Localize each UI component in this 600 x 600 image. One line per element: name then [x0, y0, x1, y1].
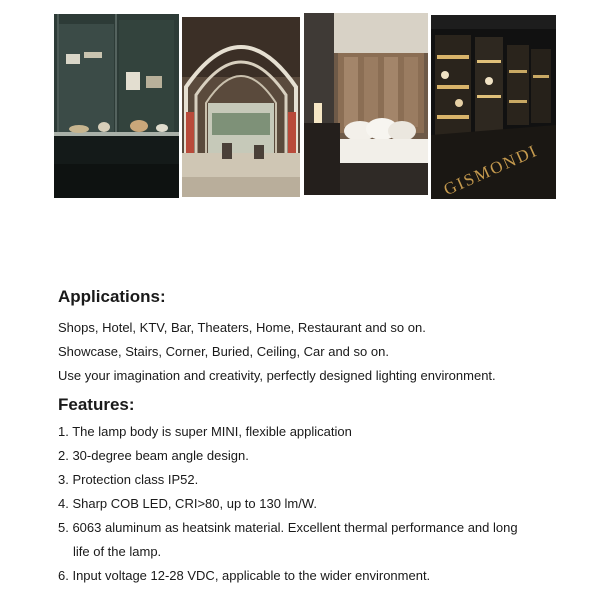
feature-item: 6. Input voltage 12-28 VDC, applicable to the wider environment.	[58, 568, 431, 583]
applications-line: Shops, Hotel, KTV, Bar, Theaters, Home, Restaurant and so on.	[58, 320, 426, 335]
feature-item: 1. The lamp body is super MINI, flexible application	[58, 424, 352, 439]
applications-line: Showcase, Stairs, Corner, Buried, Ceiling, Car and so on.	[58, 344, 389, 359]
feature-item-continuation: life of the lamp.	[73, 544, 162, 559]
feature-item: 5. 6063 aluminum as heatsink material. Excellent thermal performance and long	[58, 520, 518, 535]
features-list	[58, 420, 578, 588]
feature-item: 4. Sharp COB LED, CRI>80, up to 130 lm/W.	[58, 496, 318, 511]
applications-heading: Applications:	[58, 287, 166, 306]
feature-item: 2. 30-degree beam angle design.	[58, 448, 249, 463]
museum-showcase-photo	[54, 14, 179, 198]
arched-exhibition-hall-photo	[182, 17, 300, 197]
description	[58, 286, 578, 588]
floor-logo-text: GISMONDI	[440, 140, 541, 199]
feature-item: 3. Protection class IP52.	[58, 472, 199, 487]
features-heading: Features:	[58, 395, 135, 414]
hotel-bedroom-photo	[304, 13, 428, 195]
applications-line: Use your imagination and creativity, perfectly designed lighting environment.	[58, 368, 496, 383]
photo-strip	[54, 13, 556, 199]
store-showcase-photo	[431, 15, 556, 199]
